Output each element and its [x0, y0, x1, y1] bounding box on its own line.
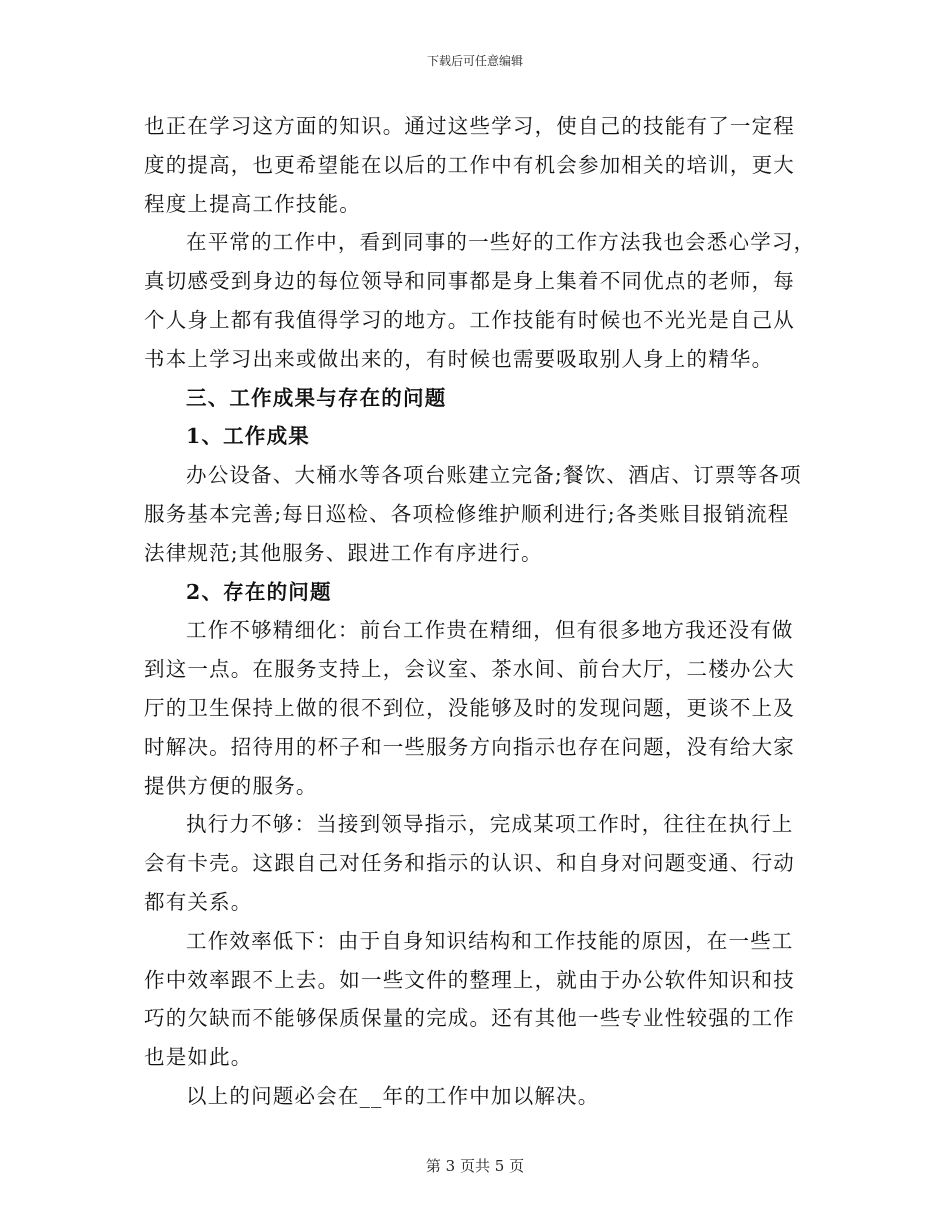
subsection-heading: 1、工作成果	[186, 424, 310, 449]
text-line: 个人身上都有我值得学习的地方。工作技能有时候也不光光是自己从	[144, 307, 795, 332]
page-header: 下载后可任意编辑	[426, 54, 523, 68]
text-line: 都有关系。	[144, 889, 253, 914]
text-line: 会有卡壳。这跟自己对任务和指示的认识、和自身对问题变通、行动	[144, 851, 795, 876]
page-footer: 第 3 页共 5 页	[425, 1157, 525, 1175]
text-line: 程度上提高工作技能。	[144, 191, 361, 216]
text-line: 工作效率低下：由于自身知识结构和工作技能的原因，在一些工	[186, 928, 794, 953]
text-line: 服务基本完善;每日巡检、各项检修维护顺利进行;各类账目报销流程	[144, 501, 790, 526]
text-line: 到这一点。在服务支持上，会议室、茶水间、前台大厅，二楼办公大	[144, 657, 795, 682]
section-heading: 三、工作成果与存在的问题	[186, 385, 447, 410]
document-body	[144, 107, 816, 1116]
text-line: 工作不够精细化：前台工作贵在精细，但有很多地方我还没有做	[186, 618, 794, 643]
text-line: 真切感受到身边的每位领导和同事都是身上集着不同优点的老师，每	[144, 269, 795, 294]
text-line: 执行力不够：当接到领导指示，完成某项工作时，往往在执行上	[186, 812, 794, 837]
text-line: 书本上学习出来或做出来的，有时候也需要吸取别人身上的精华。	[144, 346, 774, 371]
text-line: 作中效率跟不上去。如一些文件的整理上，就由于办公软件知识和技	[144, 967, 795, 992]
text-line: 在平常的工作中，看到同事的一些好的工作方法我也会悉心学习，	[186, 230, 816, 255]
subsection-heading: 2、存在的问题	[186, 579, 332, 604]
text-line: 办公设备、大桶水等各项台账建立完备;餐饮、酒店、订票等各项	[186, 463, 802, 488]
text-line: 巧的欠缺而不能够保质保量的完成。还有其他一些专业性较强的工作	[144, 1006, 795, 1031]
text-line: 度的提高，也更希望能在以后的工作中有机会参加相关的培训，更大	[144, 152, 795, 177]
text-line: 也正在学习这方面的知识。通过这些学习，使自己的技能有了一定程	[144, 114, 795, 138]
text-line: 也是如此。	[144, 1045, 253, 1070]
text-line: 以上的问题必会在__年的工作中加以解决。	[186, 1083, 600, 1108]
text-line: 厅的卫生保持上做的很不到位，没能够及时的发现问题，更谈不上及	[144, 695, 795, 720]
text-line: 法律规范;其他服务、跟进工作有序进行。	[144, 540, 543, 565]
text-line: 提供方便的服务。	[144, 773, 318, 798]
text-line: 时解决。招待用的杯子和一些服务方向指示也存在问题，没有给大家	[144, 734, 795, 759]
